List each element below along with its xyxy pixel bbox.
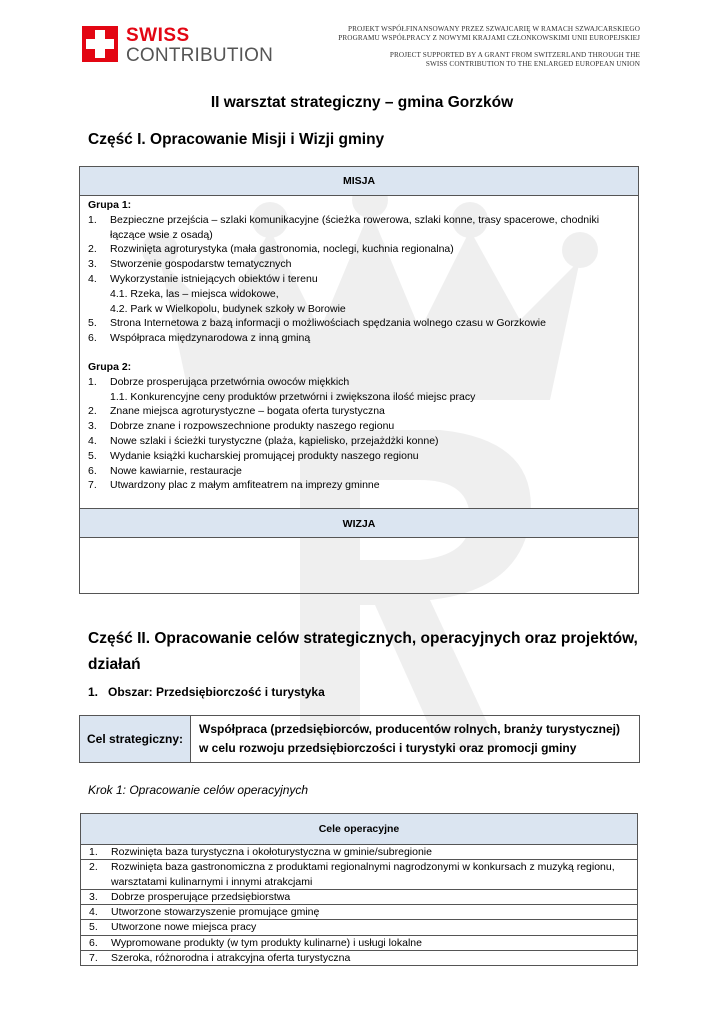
item-number: 2.: [88, 243, 97, 256]
list-item: [88, 375, 630, 390]
table-row: [81, 951, 637, 965]
row-text: Szeroka, różnorodna i atrakcyjna oferta turystyczna: [111, 952, 351, 965]
row-text: Utworzone stowarzyszenie promujące gminę: [111, 906, 320, 919]
misja-wizja-table: [79, 166, 639, 594]
project-info-polish: [338, 25, 640, 43]
item-text: Strona Internetowa z bazą informacji o możliwościach spędzania wolnego czasu w Gorzkowie: [110, 317, 546, 330]
item-text: Wydanie książki kucharskiej promującej produkty naszego regionu: [110, 449, 419, 462]
item-text: Wykorzystanie istniejących obiektów i terenu: [110, 272, 318, 285]
logo-text-contribution: CONTRIBUTION: [126, 45, 274, 66]
table-row: [81, 860, 637, 890]
project-info-english: [390, 51, 640, 69]
operational-goals-table: [80, 813, 638, 966]
item-number: 4.: [88, 272, 97, 285]
misja-header: MISJA: [80, 167, 638, 196]
table-row: [81, 890, 637, 905]
step1-caption: Krok 1: Opracowanie celów operacyjnych: [88, 783, 309, 797]
table-row: [81, 845, 637, 860]
row-number: 4.: [89, 906, 98, 919]
logo-text-swiss: SWISS: [126, 25, 190, 46]
row-text: Dobrze prosperujące przedsiębiorstwa: [111, 890, 291, 903]
operational-goals-header: Cele operacyjne: [81, 814, 637, 845]
list-item: [88, 419, 630, 434]
item-text: Znane miejsca agroturystyczne – bogata oferta turystyczna: [110, 405, 385, 418]
row-number: 6.: [89, 936, 98, 949]
strategic-goal-value: Współpraca (przedsiębiorców, producentów rolnych, branży turystycznej) w celu rozwoju przedsiębiorczości i turystyki oraz promocji gminy: [199, 722, 620, 755]
list-item: [88, 404, 630, 419]
area-number: 1.: [88, 685, 99, 699]
item-text: Utwardzony plac z małym amfiteatrem na imprezy gminne: [110, 479, 380, 492]
list-item: [88, 272, 630, 287]
item-text: Stworzenie gospodarstw tematycznych: [110, 258, 292, 271]
row-text: Rozwinięta baza turystyczna i okołoturystyczna w gminie/subregionie: [111, 846, 432, 858]
strategic-goal-table: [79, 715, 640, 763]
item-number: 2.: [88, 405, 97, 418]
row-number: 7.: [89, 952, 98, 965]
list-item: [88, 316, 630, 331]
table-row: [81, 936, 637, 951]
item-number: 3.: [88, 258, 97, 271]
misja-content: [80, 196, 638, 493]
project-pl-line-2: PROGRAMU WSPÓŁPRACY Z NOWYMI KRAJAMI CZŁONKOWSKIMI UNII EUROPEJSKIEJ: [338, 34, 640, 42]
part2-heading: Część II. Opracowanie celów strategicznych, operacyjnych oraz projektów, działań: [88, 630, 638, 673]
row-text: Utworzone nowe miejsca pracy: [111, 921, 257, 934]
item-text: Bezpieczne przejścia – szlaki komunikacyjne (ścieżka rowerowa, szlaki konne, trasy spacerowe, chodniki łączące wsie z osadą): [110, 213, 600, 241]
table-row: [81, 905, 637, 920]
item-number: 4.: [88, 434, 97, 447]
list-item: [88, 449, 630, 464]
item-number: 5.: [88, 449, 97, 462]
item-number: 5.: [88, 317, 97, 330]
item-text: Nowe kawiarnie, restauracje: [110, 464, 242, 477]
part1-heading: Część I. Opracowanie Misji i Wizji gminy: [88, 131, 385, 148]
item-text: Współpraca międzynarodowa z inną gminą: [110, 332, 311, 345]
sub-item: 4.2. Park w Wielkopolu, budynek szkoły w Borowie: [110, 302, 346, 315]
item-number: 7.: [88, 479, 97, 492]
project-en-line-2: SWISS CONTRIBUTION TO THE ENLARGED EUROPEAN UNION: [425, 60, 640, 68]
area-heading: [88, 685, 325, 699]
group2-title: Grupa 2:: [88, 360, 132, 373]
sub-item: 4.1. Rzeka, las – miejsca widokowe,: [110, 287, 279, 300]
list-item: [88, 434, 630, 449]
list-item: [88, 331, 630, 346]
item-text: Nowe szlaki i ścieżki turystyczne (plaża, kąpielisko, przejażdżki konne): [110, 434, 439, 447]
swiss-flag-icon: [82, 26, 118, 62]
item-number: 1.: [88, 213, 97, 226]
row-number: 3.: [89, 890, 98, 903]
item-number: 3.: [88, 420, 97, 433]
project-pl-line-1: PROJEKT WSPÓŁFINANSOWANY PRZEZ SZWAJCARIĘ W RAMACH SZWAJCARSKIEGO: [347, 25, 640, 33]
list-item: [88, 242, 630, 257]
row-number: 2.: [89, 861, 98, 874]
strategic-goal-label: Cel strategiczny:: [80, 716, 191, 762]
item-text: Rozwinięta agroturystyka (mała gastronomia, noclegi, kuchnia regionalna): [110, 243, 454, 256]
row-number: 5.: [89, 921, 98, 934]
item-text: Dobrze prosperująca przetwórnia owoców miękkich: [110, 375, 350, 388]
sub-item: 1.1. Konkurencyjne ceny produktów przetwórni i zwiększona ilość miejsc pracy: [110, 390, 476, 403]
item-number: 1.: [88, 375, 97, 388]
row-number: 1.: [89, 846, 98, 858]
item-number: 6.: [88, 464, 97, 477]
list-item: [88, 257, 630, 272]
list-item: [88, 464, 630, 479]
row-text: Rozwinięta baza gastronomiczna z produktami regionalnymi nagrodzonymi w konkursach z muzyką regionu, warsztatami kulinarnymi i innymi atrakcjami: [111, 861, 615, 888]
document-title: II warsztat strategiczny – gmina Gorzków: [210, 94, 514, 111]
item-number: 6.: [88, 332, 97, 345]
list-item: [88, 478, 630, 493]
row-text: Wypromowane produkty (w tym produkty kulinarne) i usługi lokalne: [111, 936, 422, 949]
table-row: [81, 920, 637, 935]
group1-title: Grupa 1:: [88, 199, 132, 211]
project-en-line-1: PROJECT SUPPORTED BY A GRANT FROM SWITZERLAND THROUGH THE: [389, 51, 640, 59]
area-label: Obszar: Przedsiębiorczość i turystyka: [108, 685, 325, 699]
item-text: Dobrze znane i rozpowszechnione produkty naszego regionu: [110, 420, 395, 433]
wizja-header: WIZJA: [80, 508, 638, 538]
list-item: [88, 213, 630, 243]
